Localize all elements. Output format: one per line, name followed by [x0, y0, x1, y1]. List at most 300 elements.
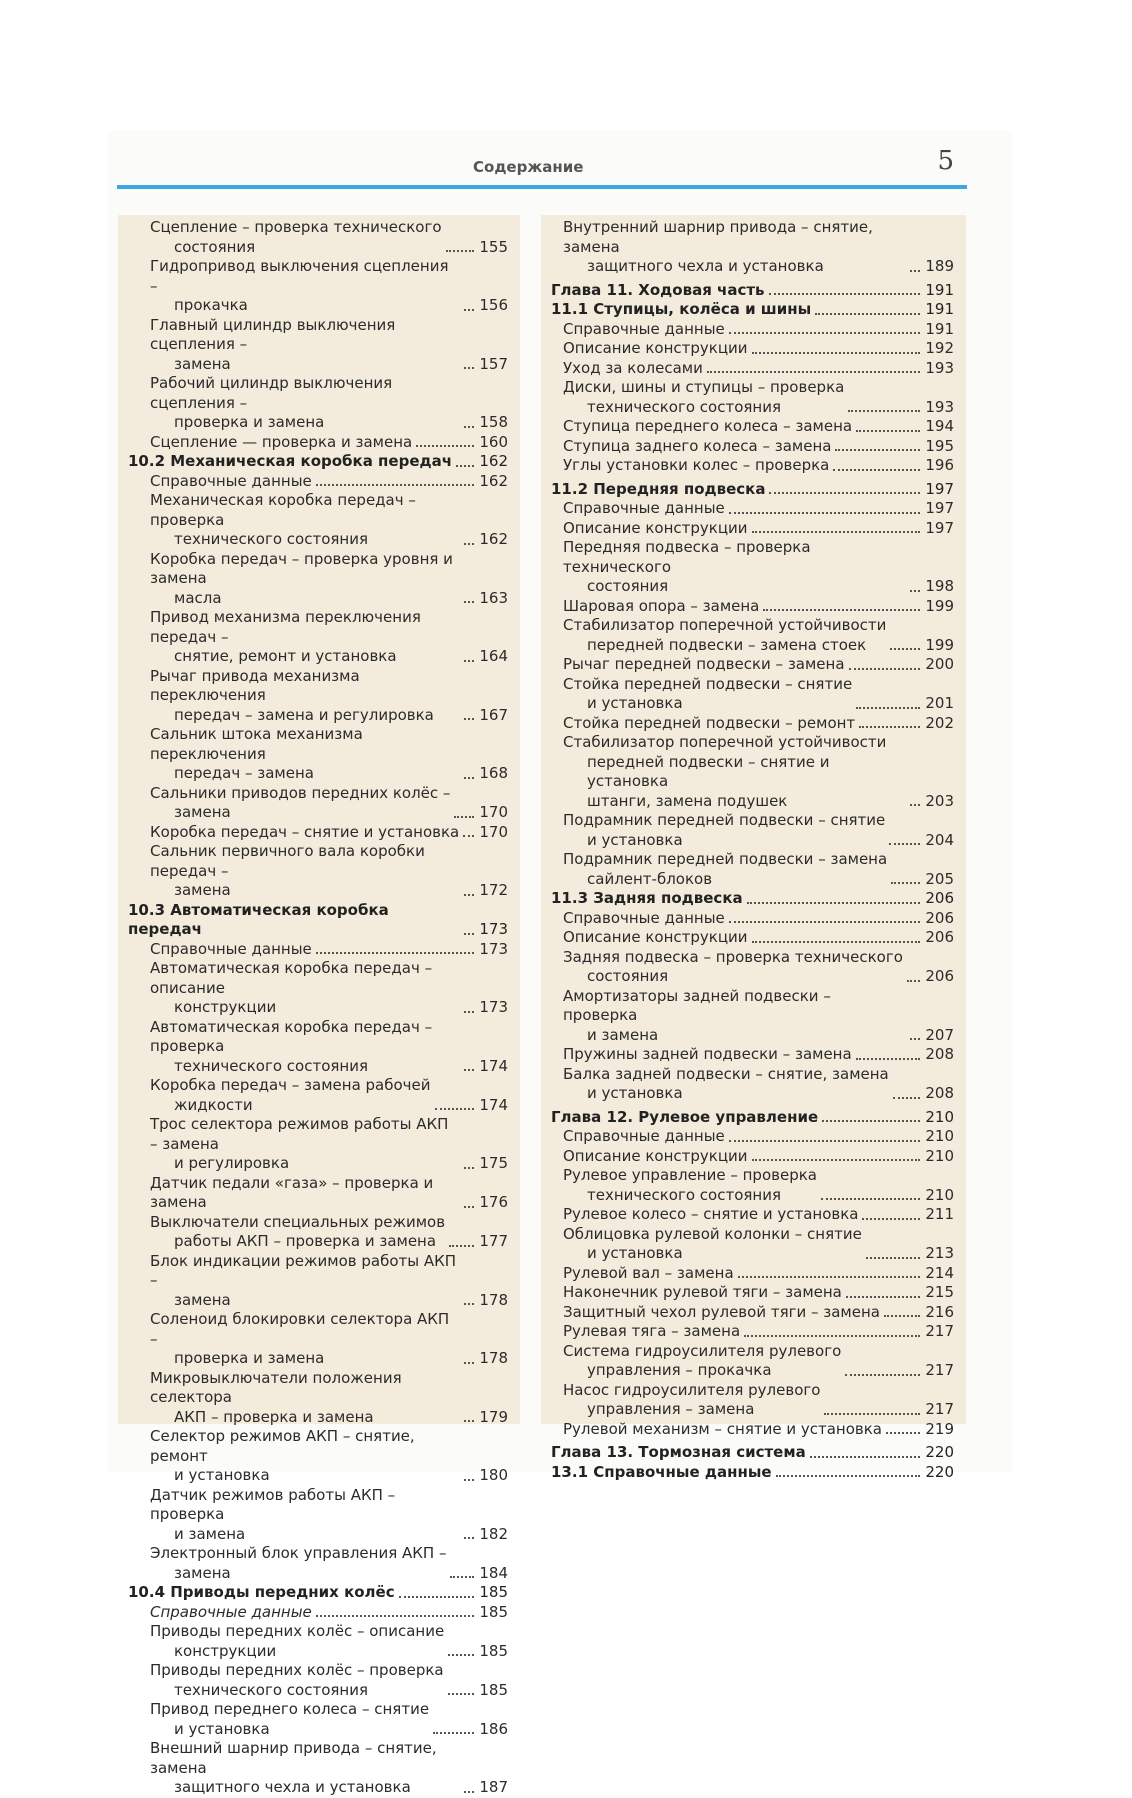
- dot-leader: [448, 1654, 474, 1656]
- dot-leader: [449, 1245, 474, 1247]
- toc-section-heading[interactable]: [128, 901, 508, 940]
- toc-page-number: 215: [925, 1283, 954, 1301]
- toc-entry-title-line: Блок индикации режимов работы АКП –: [150, 1251, 457, 1289]
- toc-entry-title-line: Рычаг привода механизма переключения: [150, 666, 360, 704]
- toc-entry[interactable]: [551, 948, 954, 987]
- dot-leader: [729, 1140, 920, 1142]
- toc-entry-title-line: Система гидроусилителя рулевого: [563, 1341, 842, 1360]
- toc-entry[interactable]: [551, 456, 954, 476]
- toc-entry-title-line: Глава 12. Рулевое управление: [551, 1107, 819, 1126]
- toc-entry-title-line: технического состояния: [174, 530, 368, 548]
- dot-leader: [890, 648, 920, 650]
- toc-entry[interactable]: [551, 339, 954, 359]
- toc-page-number: 156: [479, 296, 508, 314]
- toc-entry-title-line: замена: [174, 1290, 231, 1309]
- toc-entry[interactable]: [551, 359, 954, 379]
- dot-leader: [450, 1576, 474, 1578]
- toc-entry-title-line: Шаровая опора – замена: [563, 596, 760, 615]
- toc-entry-title-line: Внутренний шарнир привода – снятие, замена: [563, 218, 873, 256]
- toc-entry[interactable]: [551, 909, 954, 929]
- toc-entry[interactable]: [128, 316, 508, 375]
- toc-entry-title-line: управления – замена: [587, 1400, 755, 1418]
- toc-entry-title: [551, 300, 811, 320]
- toc-entry[interactable]: [551, 519, 954, 539]
- toc-entry[interactable]: [128, 725, 508, 784]
- toc-entry[interactable]: [551, 1205, 954, 1225]
- toc-page-number: 202: [925, 713, 954, 732]
- toc-entry-title: [563, 339, 748, 359]
- toc-entry-title-line: масла: [174, 588, 222, 607]
- toc-entry-title-line: Сцепление – проверка технического: [150, 218, 442, 236]
- dot-leader: [752, 531, 920, 533]
- dot-leader: [729, 332, 920, 334]
- toc-entry-title-line: Справочные данные: [563, 908, 725, 927]
- toc-page-number: 211: [925, 1205, 954, 1223]
- toc-entry[interactable]: [551, 1264, 954, 1284]
- dot-leader: [464, 543, 474, 545]
- toc-entry-title: [150, 940, 312, 960]
- toc-section-heading[interactable]: [128, 452, 508, 472]
- toc-entry-title-line: Рулевое управление – проверка: [563, 1166, 817, 1184]
- toc-entry-title-line: Датчик режимов работы АКП – проверка: [150, 1485, 396, 1523]
- toc-entry-title: [563, 675, 852, 714]
- toc-page-number: 168: [479, 764, 508, 782]
- toc-entry-title: [150, 1174, 460, 1213]
- toc-entry-title: [563, 811, 885, 850]
- toc-entry[interactable]: [128, 1310, 508, 1369]
- dot-leader: [856, 1058, 920, 1060]
- toc-entry[interactable]: [551, 1303, 954, 1323]
- toc-page-number: 193: [925, 397, 954, 416]
- toc-page-number: 174: [479, 1095, 508, 1114]
- toc-entry-title: [563, 1147, 748, 1167]
- toc-entry[interactable]: [551, 1420, 954, 1440]
- toc-entry-title: [150, 1661, 444, 1700]
- dot-leader: [866, 1257, 920, 1259]
- toc-entry-title: [563, 733, 906, 811]
- toc-page-number: 158: [479, 413, 508, 431]
- toc-entry[interactable]: [551, 655, 954, 675]
- toc-entry[interactable]: [551, 1283, 954, 1303]
- dot-leader: [729, 512, 920, 514]
- dot-leader: [776, 1475, 920, 1477]
- toc-entry[interactable]: [128, 1661, 508, 1700]
- toc-entry-title-line: прокачка: [174, 296, 248, 314]
- dot-leader: [464, 1069, 474, 1071]
- toc-entry-title-line: Механическая коробка передач – проверка: [150, 491, 416, 529]
- dot-leader: [464, 426, 474, 428]
- toc-entry[interactable]: [128, 433, 508, 453]
- toc-entry-title: [563, 850, 887, 889]
- toc-entry-title-line: Стабилизатор поперечной устойчивости: [563, 616, 887, 634]
- toc-entry-title-line: Облицовка рулевой колонки – снятие: [563, 1224, 862, 1243]
- dot-leader: [464, 601, 474, 603]
- toc-entry-title-line: Селектор режимов АКП – снятие, ремонт: [150, 1427, 415, 1465]
- toc-entry-title: [563, 456, 829, 476]
- toc-entry-title-line: состояния: [174, 237, 256, 256]
- toc-page-number: 162: [479, 452, 508, 470]
- dot-leader: [454, 816, 474, 818]
- toc-entry-title-line: технического состояния: [174, 1680, 368, 1699]
- toc-entry-title-line: 11.2 Передняя подвеска: [551, 479, 766, 498]
- toc-entry-title-line: проверка и замена: [174, 413, 325, 431]
- toc-page-number: 199: [925, 596, 954, 615]
- toc-entry-title-line: 10.2 Механическая коробка передач: [128, 452, 453, 470]
- toc-entry-title-line: Глава 13. Тормозная система: [551, 1443, 806, 1461]
- toc-entry[interactable]: [128, 1115, 508, 1174]
- toc-entry[interactable]: [551, 987, 954, 1046]
- toc-entry-title-line: АКП – проверка и замена: [174, 1407, 374, 1426]
- dot-leader: [810, 1456, 920, 1458]
- toc-entry[interactable]: [551, 378, 954, 417]
- toc-entry[interactable]: [551, 675, 954, 714]
- toc-entry[interactable]: [551, 417, 954, 437]
- toc-entry-title-line: Привод механизма переключения передач –: [150, 608, 421, 646]
- toc-entry[interactable]: [551, 437, 954, 457]
- toc-page-number: 185: [479, 1680, 508, 1699]
- toc-entry[interactable]: [551, 714, 954, 734]
- toc-section-heading[interactable]: [551, 300, 954, 320]
- dot-leader: [910, 804, 920, 806]
- toc-page-number: 210: [925, 1127, 954, 1145]
- dot-leader: [464, 309, 474, 311]
- toc-entry[interactable]: [128, 1427, 508, 1486]
- toc-entry-title-line: замена: [174, 881, 231, 899]
- toc-entry[interactable]: [128, 842, 508, 901]
- toc-entry-title-line: Справочные данные: [150, 471, 312, 490]
- toc-entry-title: [150, 472, 312, 492]
- toc-entry-title: [563, 655, 845, 675]
- toc-section-heading[interactable]: [128, 1583, 508, 1603]
- dot-leader: [446, 250, 474, 252]
- dot-leader: [464, 1167, 474, 1169]
- toc-entry[interactable]: [551, 1342, 954, 1381]
- toc-entry[interactable]: [128, 472, 508, 492]
- toc-entry[interactable]: [128, 940, 508, 960]
- toc-page-number: 175: [479, 1154, 508, 1172]
- toc-entry-title: [563, 948, 903, 987]
- toc-entry[interactable]: [128, 667, 508, 726]
- toc-entry[interactable]: [128, 823, 508, 843]
- toc-entry[interactable]: [128, 257, 508, 316]
- toc-entry-title-line: Пружины задней подвески – замена: [563, 1045, 852, 1063]
- toc-entry-title-line: конструкции: [174, 1641, 277, 1660]
- toc-page-number: 213: [925, 1244, 954, 1262]
- toc-entry-title-line: Внешний шарнир привода – снятие, замена: [150, 1739, 437, 1777]
- toc-entry-title-line: и установка: [587, 1244, 683, 1262]
- toc-entry-title-line: Автоматическая коробка передач – описание: [150, 959, 433, 997]
- dot-leader: [752, 352, 920, 354]
- toc-page-number: 198: [925, 577, 954, 595]
- toc-entry[interactable]: [551, 850, 954, 889]
- toc-page-number: 203: [925, 791, 954, 810]
- toc-entry[interactable]: [551, 928, 954, 948]
- toc-page-number: 197: [925, 499, 954, 517]
- toc-entry-title: [150, 1115, 460, 1174]
- dot-leader: [463, 835, 474, 837]
- toc-entry-title-line: передач – замена и регулировка: [174, 705, 434, 724]
- toc-page-number: 177: [479, 1232, 508, 1250]
- dot-leader: [889, 843, 920, 845]
- toc-entry[interactable]: [551, 538, 954, 597]
- toc-entry-title-line: жидкости: [174, 1095, 253, 1114]
- toc-entry[interactable]: [551, 499, 954, 519]
- toc-entry-title-line: и установка: [174, 1466, 270, 1484]
- toc-entry-title-line: Коробка передач – снятие и установка: [150, 822, 460, 841]
- toc-entry-title-line: Справочные данные: [563, 1127, 725, 1145]
- dot-leader: [893, 1097, 920, 1099]
- toc-entry-title: [563, 499, 725, 519]
- dot-leader: [448, 1693, 474, 1695]
- toc-page-number: 196: [925, 456, 954, 474]
- toc-entry[interactable]: [128, 1700, 508, 1739]
- toc-entry[interactable]: [551, 218, 954, 277]
- toc-entry[interactable]: [128, 1739, 508, 1798]
- toc-entry-title-line: конструкции: [174, 998, 277, 1016]
- dot-leader: [752, 941, 920, 943]
- toc-entry-title: [150, 316, 460, 375]
- toc-entry-title-line: состояния: [587, 577, 669, 595]
- toc-page-number: 173: [479, 939, 508, 958]
- toc-entry-title-line: Трос селектора режимов работы АКП – замена: [150, 1115, 449, 1153]
- toc-entry[interactable]: [551, 1225, 954, 1264]
- toc-page-number: 210: [925, 1185, 954, 1204]
- toc-entry[interactable]: [128, 1213, 508, 1252]
- toc-page-number: 205: [925, 869, 954, 888]
- toc-entry[interactable]: [128, 959, 508, 1018]
- dot-leader: [891, 882, 920, 884]
- toc-page-number: 173: [479, 920, 508, 938]
- toc-section-heading[interactable]: [551, 1108, 954, 1128]
- toc-entry-title-line: и замена: [587, 1025, 659, 1044]
- toc-entry-title-line: Автоматическая коробка передач – проверка: [150, 1017, 433, 1055]
- toc-page-number: 217: [925, 1361, 954, 1379]
- dot-leader: [464, 933, 474, 935]
- toc-page-number: 208: [925, 1084, 954, 1102]
- toc-entry-title-line: Справочные данные: [150, 939, 312, 958]
- dot-leader: [833, 469, 920, 471]
- toc-entry-title-line: передней подвески – замена стоек: [587, 635, 867, 654]
- toc-page-number: 216: [925, 1302, 954, 1321]
- dot-leader: [316, 484, 474, 486]
- dot-leader: [856, 707, 920, 709]
- toc-entry-title: [563, 714, 855, 734]
- toc-section-heading[interactable]: [551, 889, 954, 909]
- toc-page-number: 176: [479, 1193, 508, 1211]
- toc-entry-title: [150, 1018, 460, 1077]
- dot-leader: [464, 894, 474, 896]
- toc-entry-title: [551, 480, 765, 500]
- toc-entry-title-line: Сальники приводов передних колёс –: [150, 783, 451, 802]
- dot-leader: [769, 492, 920, 494]
- dot-leader: [910, 1038, 920, 1040]
- toc-entry-title-line: Сальник первичного вала коробки передач –: [150, 842, 425, 880]
- toc-entry-title-line: технического состояния: [587, 397, 781, 416]
- dot-leader: [456, 465, 474, 467]
- toc-entry-title: [551, 1463, 772, 1483]
- toc-entry[interactable]: [128, 1544, 508, 1583]
- toc-entry-title: [551, 1443, 806, 1463]
- toc-entry-title: [563, 909, 725, 929]
- toc-entry-title-line: 11.3 Задняя подвеска: [551, 889, 743, 907]
- toc-entry-title-line: замена: [174, 803, 231, 821]
- toc-page-number: 162: [479, 471, 508, 490]
- toc-entry[interactable]: [551, 811, 954, 850]
- toc-entry[interactable]: [128, 374, 508, 433]
- toc-page-number: 206: [925, 889, 954, 907]
- toc-entry[interactable]: [128, 491, 508, 550]
- running-header-title: Содержание: [473, 158, 584, 176]
- toc-page-number: 184: [479, 1563, 508, 1582]
- dot-leader: [433, 1732, 474, 1734]
- toc-entry-title-line: защитного чехла и установка: [587, 257, 824, 275]
- toc-entry-title: [563, 519, 748, 539]
- toc-entry-title-line: Амортизаторы задней подвески – проверка: [563, 986, 831, 1024]
- toc-entry-title-line: Привод переднего колеса – снятие: [150, 1700, 430, 1718]
- toc-entry-title-line: и установка: [587, 694, 683, 712]
- toc-entry-title: [150, 550, 460, 609]
- toc-entry-title: [150, 1310, 460, 1369]
- toc-page-number: 197: [925, 518, 954, 537]
- toc-entry-title-line: технического состояния: [587, 1185, 781, 1204]
- toc-page-number: 219: [925, 1419, 954, 1438]
- toc-entry-title: [150, 725, 460, 784]
- dot-leader: [846, 1296, 920, 1298]
- toc-page-number: 197: [925, 479, 954, 498]
- toc-entry[interactable]: [128, 1174, 508, 1213]
- toc-entry[interactable]: [128, 1252, 508, 1311]
- toc-entry[interactable]: [551, 1322, 954, 1342]
- toc-entry-title: [563, 1381, 820, 1420]
- dot-leader: [464, 1420, 474, 1422]
- toc-page-number: 178: [479, 1349, 508, 1367]
- toc-entry-title: [150, 1213, 445, 1252]
- header-rule: [117, 185, 967, 189]
- toc-page-number: 210: [925, 1146, 954, 1165]
- toc-entry-title-line: Рулевой механизм – снятие и установка: [563, 1419, 882, 1438]
- toc-entry[interactable]: [551, 1065, 954, 1104]
- toc-entry-title-line: 10.3 Автоматическая коробка передач: [128, 900, 389, 938]
- toc-entry[interactable]: [551, 320, 954, 340]
- toc-page-number: 185: [479, 1602, 508, 1621]
- toc-entry-title-line: Глава 11. Ходовая часть: [551, 280, 765, 299]
- toc-entry-title: [563, 1303, 880, 1323]
- toc-page-number: 185: [479, 1641, 508, 1660]
- dot-leader: [464, 777, 474, 779]
- toc-entry-title-line: снятие, ремонт и установка: [174, 647, 397, 665]
- toc-entry-title: [150, 1252, 460, 1311]
- toc-entry-title-line: замена: [174, 354, 231, 373]
- running-header: [118, 146, 966, 190]
- toc-entry-title: [150, 433, 412, 453]
- toc-entry-title-line: Балка задней подвески – снятие, замена: [563, 1064, 889, 1083]
- toc-page-number: 201: [925, 694, 954, 712]
- toc-entry-title: [563, 320, 725, 340]
- toc-column-right: [541, 215, 966, 1481]
- toc-entry[interactable]: [128, 784, 508, 823]
- toc-entry-title: [150, 257, 460, 316]
- dot-leader: [763, 609, 920, 611]
- toc-entry-title-line: Сальник штока механизма переключения: [150, 725, 363, 763]
- toc-page-number: 187: [479, 1778, 508, 1796]
- toc-entry-title-line: Коробка передач – замена рабочей: [150, 1076, 431, 1094]
- toc-page-number: 208: [925, 1045, 954, 1063]
- toc-page-number: 220: [925, 1443, 954, 1461]
- toc-entry-title-line: Главный цилиндр выключения сцепления –: [150, 315, 396, 353]
- dot-leader: [399, 1596, 474, 1598]
- dot-leader: [416, 445, 474, 447]
- dot-leader: [907, 980, 920, 982]
- toc-entry-title-line: Приводы передних колёс – проверка: [150, 1661, 444, 1679]
- toc-page-number: 162: [479, 530, 508, 548]
- toc-entry-title: [150, 491, 460, 550]
- toc-entry-title-line: Наконечник рулевой тяги – замена: [563, 1283, 842, 1301]
- toc-section-heading[interactable]: [551, 1463, 954, 1483]
- toc-entry[interactable]: [128, 1369, 508, 1428]
- toc-entry-title-line: Защитный чехол рулевой тяги – замена: [563, 1302, 880, 1321]
- toc-entry[interactable]: [128, 608, 508, 667]
- toc-section-heading[interactable]: [551, 480, 954, 500]
- toc-entry-title-line: состояния: [587, 967, 669, 985]
- toc-entry-title: [563, 1420, 882, 1440]
- toc-entry[interactable]: [551, 616, 954, 655]
- toc-page-number: 191: [925, 300, 954, 318]
- toc-entry[interactable]: [551, 733, 954, 811]
- toc-section-heading[interactable]: [551, 1443, 954, 1463]
- toc-entry[interactable]: [128, 1076, 508, 1115]
- dot-leader: [849, 668, 920, 670]
- toc-entry[interactable]: [551, 1147, 954, 1167]
- toc-entry-title-line: и регулировка: [174, 1154, 290, 1172]
- dot-leader: [884, 1315, 920, 1317]
- toc-entry-title: [563, 538, 906, 597]
- toc-section-heading[interactable]: [551, 281, 954, 301]
- toc-entry[interactable]: [551, 1381, 954, 1420]
- toc-entry-title-line: Рулевой вал – замена: [563, 1263, 734, 1282]
- toc-entry-title-line: Описание конструкции: [563, 928, 748, 946]
- dot-leader: [824, 1413, 920, 1415]
- toc-entry[interactable]: [128, 550, 508, 609]
- toc-entry[interactable]: [551, 1045, 954, 1065]
- toc-entry-title: [563, 616, 886, 655]
- toc-page-number: 157: [479, 354, 508, 373]
- toc-entry-title-line: Справочные данные: [563, 499, 725, 517]
- toc-page-number: 170: [479, 822, 508, 841]
- dot-leader: [862, 1218, 920, 1220]
- toc-entry[interactable]: [551, 1166, 954, 1205]
- toc-page-number: 200: [925, 655, 954, 673]
- toc-page-number: 207: [925, 1025, 954, 1044]
- toc-entry-title: [150, 823, 459, 843]
- toc-entry[interactable]: [551, 1127, 954, 1147]
- toc-entry[interactable]: [128, 1018, 508, 1077]
- toc-entry-title: [563, 378, 844, 417]
- toc-page-number: 167: [479, 705, 508, 724]
- toc-entry[interactable]: [128, 1603, 508, 1623]
- toc-entry[interactable]: [551, 597, 954, 617]
- toc-entry[interactable]: [128, 218, 508, 257]
- toc-page-number: 191: [925, 319, 954, 338]
- toc-entry-title-line: Рулевое колесо – снятие и установка: [563, 1205, 859, 1223]
- toc-entry[interactable]: [128, 1486, 508, 1545]
- toc-entry-title: [150, 374, 460, 433]
- toc-entry-title-line: и установка: [587, 830, 683, 849]
- dot-leader: [464, 367, 474, 369]
- dot-leader: [729, 921, 920, 923]
- toc-page-number: 164: [479, 647, 508, 665]
- toc-page-number: 220: [925, 1462, 954, 1481]
- toc-entry[interactable]: [128, 1622, 508, 1661]
